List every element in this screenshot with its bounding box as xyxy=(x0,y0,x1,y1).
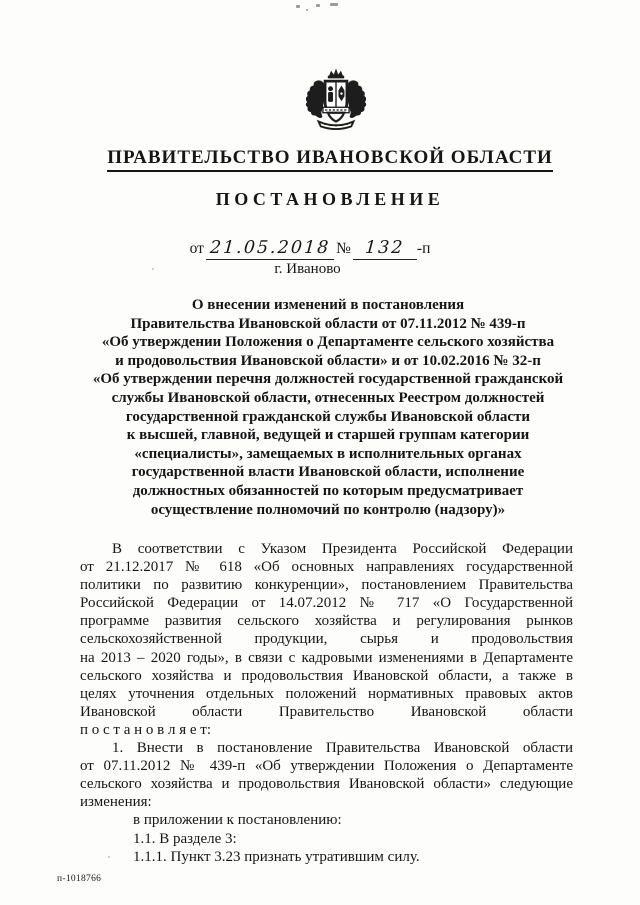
scan-artifact xyxy=(330,3,338,6)
date-number-line xyxy=(80,238,540,260)
footer-code: п-1018766 xyxy=(57,874,102,884)
subject-block xyxy=(78,296,578,519)
text-line: п о с т а н о в л я е т: xyxy=(80,721,212,738)
number-suffix-label: -п xyxy=(416,240,431,257)
body-text xyxy=(80,540,573,866)
paragraph-item-1 xyxy=(80,739,573,811)
text-line: «Об утверждении Положения о Департаменте сельского хозяйства xyxy=(101,334,555,351)
text-line: осуществление полномочий по контролю (надзору)» xyxy=(150,501,506,518)
text-line: 1.1. В разделе 3: xyxy=(133,830,237,847)
text-line: политики по развитию конкуренции», постановлением Правительства xyxy=(80,577,573,594)
scan-artifact xyxy=(296,5,300,8)
text-line: от 07.11.2012 № 439-п «Об утверждении Положения о Департаменте xyxy=(80,758,573,775)
document-type-title: ПОСТАНОВЛЕНИЕ xyxy=(215,189,445,209)
text-line: и продовольствия Ивановской области» и от 10.02.2016 № 32-п xyxy=(115,352,541,369)
text-line: 1.1.1. Пункт 3.23 признать утратившим силу. xyxy=(133,848,420,865)
text-line: должностных обязанностей по которым предусматривает xyxy=(132,482,524,499)
paragraph-preamble xyxy=(80,540,573,739)
number-sign-label: № xyxy=(336,240,351,257)
text-line: на 2013 – 2020 годы», в связи с кадровыми изменениями в Департаменте xyxy=(80,649,573,666)
text-line: государственной власти Ивановской области, исполнение xyxy=(131,464,525,481)
text-line: О внесении изменений в постановления xyxy=(191,297,465,313)
text-line: «Об утверждении перечня должностей государственной гражданской xyxy=(92,371,564,388)
text-line: Российской Федерации от 14.07.2012 № 717 «О Государственной xyxy=(80,595,573,612)
text-line: в приложении к постановлению: xyxy=(133,812,342,829)
city-label: г. Иваново xyxy=(274,261,341,277)
date-blank xyxy=(206,238,334,260)
text-line: службы Ивановской области, отнесенных Реестром должностей xyxy=(111,389,545,406)
handwritten-number: 132 xyxy=(364,238,406,258)
text-line: к высшей, главной, ведущей и старшей группам категории xyxy=(126,427,530,444)
text-line: сельского хозяйства и продовольствия Ивановской области» следующие xyxy=(80,776,573,793)
text-line: В соответствии с Указом Президента Российской Федерации xyxy=(112,541,573,557)
text-line: 1. Внести в постановление Правительства Ивановской области xyxy=(112,740,573,757)
text-line: государственной гражданской службы Ивановской области xyxy=(125,408,531,425)
authority-title-text: ПРАВИТЕЛЬСТВО ИВАНОВСКОЙ ОБЛАСТИ xyxy=(107,147,553,172)
scan-artifact xyxy=(316,4,320,7)
text-line: программе развития сельского хозяйства и регулирования рынков xyxy=(80,613,573,630)
text-line: целях уточнения отдельных положений нормативных правовых актов xyxy=(80,685,573,702)
number-blank xyxy=(353,238,417,260)
authority-title xyxy=(70,147,590,172)
scan-artifact xyxy=(306,9,308,11)
text-line: изменения: xyxy=(80,794,152,811)
text-line: от 21.12.2017 № 618 «Об основных направлениях государственной xyxy=(80,559,573,576)
handwritten-date: 21.05.2018 xyxy=(209,238,331,258)
text-line: сельскохозяйственной продукции, сырья и продовольствия xyxy=(80,631,573,648)
text-line: Правительства Ивановской области от 07.11.2012 № 439-п xyxy=(130,315,526,332)
date-prefix-label: от xyxy=(189,240,204,257)
paragraph-subitems xyxy=(80,811,573,865)
text-line: сельского хозяйства и продовольствия Ивановской области, а также в xyxy=(80,667,573,684)
text-line: Ивановской области Правительство Ивановской области xyxy=(80,703,573,720)
text-line: «специалисты», замещаемых в исполнительных органах xyxy=(134,445,522,462)
coat-of-arms-icon xyxy=(303,68,369,140)
